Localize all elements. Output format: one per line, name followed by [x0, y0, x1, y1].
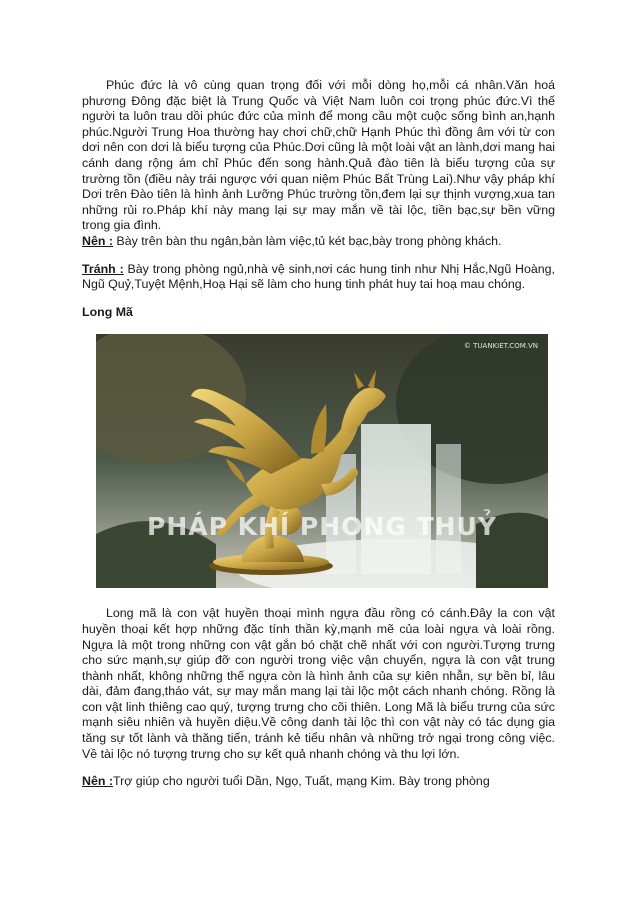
nen-text: Bày trên bàn thu ngân,bàn làm việc,tủ két bạc,bày trong phòng khách. — [112, 233, 502, 248]
nen-label: Nên : — [82, 774, 113, 789]
tranh-label: Tránh : — [82, 261, 124, 276]
long-ma-paragraph: Long mã là con vật huyền thoại mình ngựa đầu rồng có cánh.Đây la con vật huyền thoại kết hợp những đặc tính thần kỳ,mạnh mẽ của loài ngựa và loài rồng. Ngựa là một trong những con vật gắn bó chặt chẽ nhất với con người.Tượng trưng cho sức mạnh,sự giúp đỡ con người trong việc vận chuyển, ngựa là con vật trung thành nhất, không những thế ngựa còn là hình ảnh của sự kiên nhẫn, sự bền bỉ, lâu dài, đảm đang,tháo vát, sự may mắn mang lại tài lộc một cách nhanh chóng. Rồng là con vật linh thiêng cao quý, tượng trưng cho cõi thiên. Long Mã là biểu trưng của sức mạnh siêu nhiên và huyền diệu.Về công danh tài lộc thì con vật này có tác dụng gia tăng sự tốt lành và thăng tiến, tránh kẻ tiểu nhân và những trở ngại trong công việc. Về tài lộc nó tượng trưng cho sự kết quả nhanh chóng và thu lợi lớn. — [82, 606, 555, 761]
tranh-text: Bày trong phòng ngủ,nhà vệ sinh,nơi các hung tinh như Nhị Hắc,Ngũ Hoàng, Ngũ Quỷ,Tuyệt Mệnh,Hoạ Hại sẽ làm cho hung tinh phát huy tai hoạ mau chóng. — [82, 261, 555, 292]
long-ma-photo — [96, 334, 548, 588]
intro-nen-line — [82, 234, 555, 250]
nen-label: Nên : — [82, 233, 113, 248]
watermark-top: © TUANKIET.COM.VN — [463, 342, 538, 351]
watermark-bottom: PHÁP KHÍ PHONG THUỶ — [147, 512, 497, 542]
intro-tranh-line — [82, 262, 555, 293]
section-heading: Long Mã — [82, 304, 133, 319]
nen-text: Trợ giúp cho người tuổi Dần, Ngọ, Tuất, mạng Kim. Bày trong phòng — [112, 774, 490, 789]
document-page — [82, 78, 555, 790]
intro-paragraph: Phúc đức là vô cùng quan trọng đối với mỗi dòng họ,mỗi cá nhân.Văn hoá phương Đông đặc biệt là Trung Quốc và Việt Nam luôn coi trọng phúc đức.Vì thế người ta luôn trau dồi phúc đức của mình để mong cầu một cuộc sống bình an,hạnh phúc.Người Trung Hoa thường hay chơi chữ,chữ Hạnh Phúc thì đồng âm với từ con dơi nên con dơi là biểu tượng của Phúc.Dơi cũng là một loài vật an lành,dơi mang hai cánh dang rộng ám chỉ Phúc đến song hành.Quả đào tiên là biểu tượng của sự trường tồn (điều này trái ngược với quan niệm Phúc Bất Trùng Lai).Như vậy pháp khí Dơi trên Đào tiên là hình ảnh Lưỡng Phúc trường tồn,đem lại sự thịnh vượng,xua tan những rủi ro.Pháp khí này mang lại sự may mắn về tài lộc, tiền bạc,sự bền vững trong gia đình. — [82, 78, 555, 233]
long-ma-illustration — [96, 334, 548, 588]
long-ma-nen-line — [82, 774, 555, 790]
